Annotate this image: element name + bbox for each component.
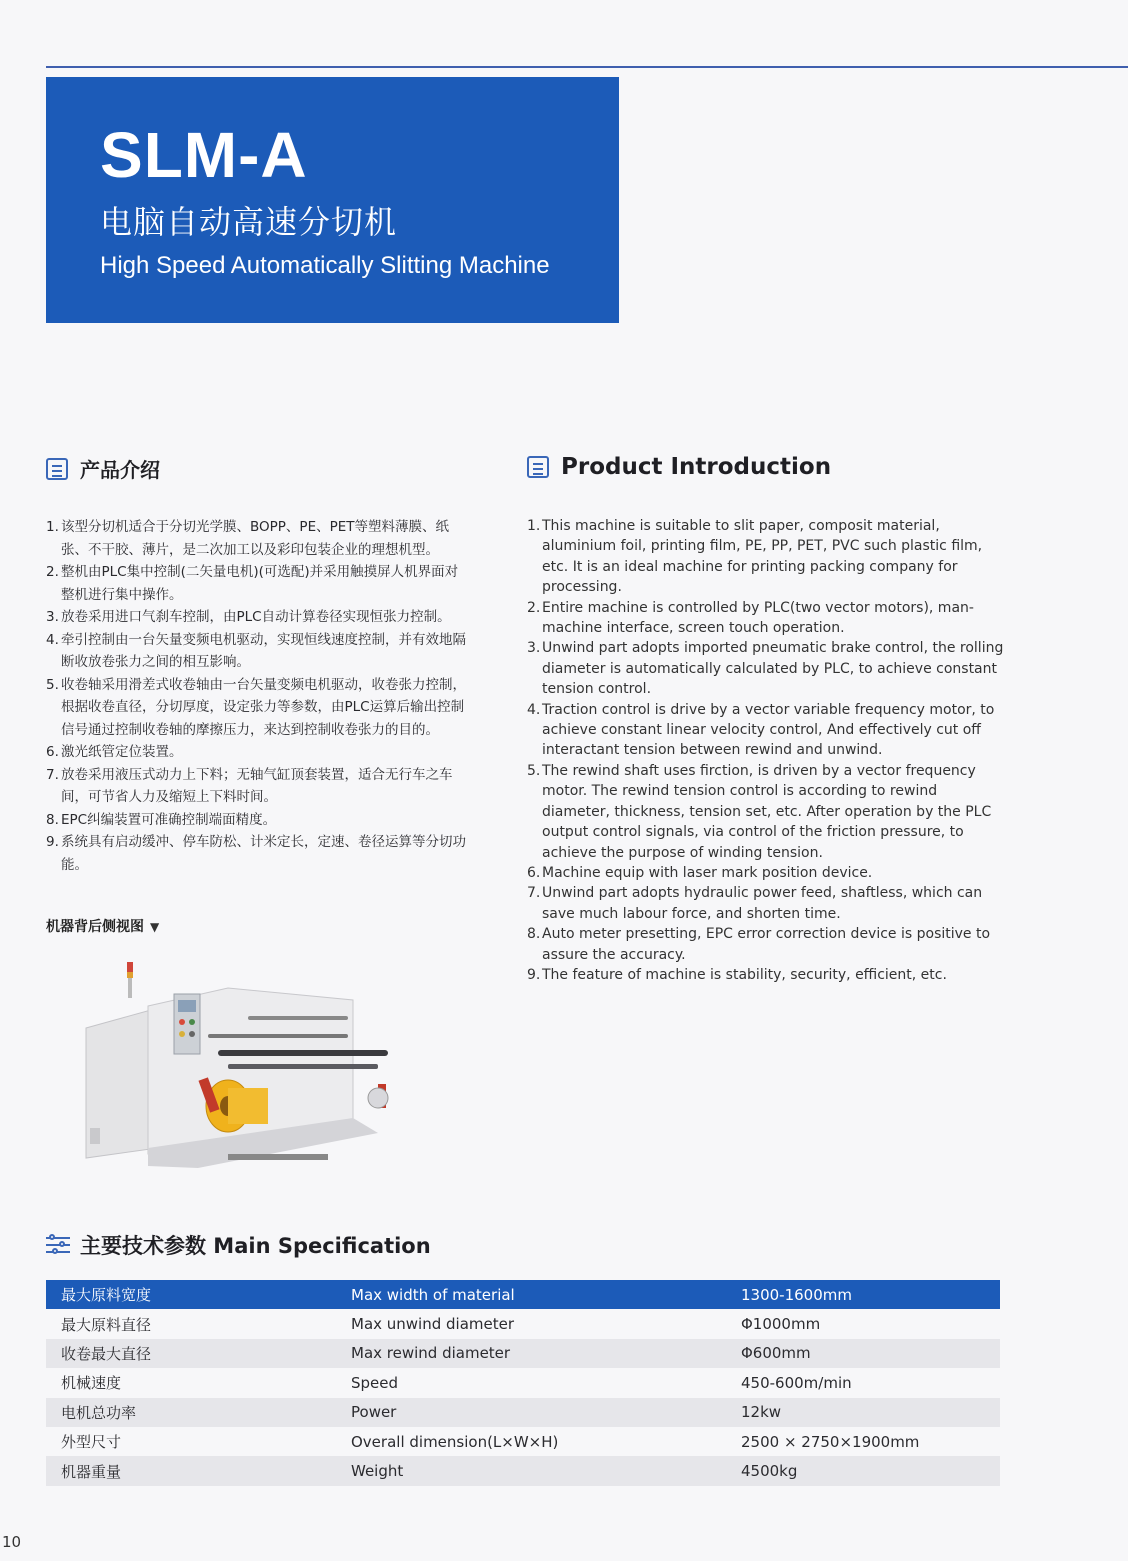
model-name: SLM-A [100,119,308,191]
spec-cell-value: 4500kg [726,1456,1000,1485]
item-number: 2. [527,599,541,616]
list-item [46,809,471,832]
table-row [46,1309,1000,1338]
intro-en-heading [527,454,831,480]
spec-cell-en: Power [336,1398,726,1427]
item-number: 7. [527,885,541,902]
intro-cn-list [46,516,471,876]
list-item [46,764,471,809]
intro-cn-heading [46,454,160,483]
intro-en-list [527,516,1007,985]
item-number: 8. [46,811,59,828]
item-number: 8. [527,926,541,943]
list-item [527,700,1007,761]
list-item [46,629,471,674]
table-row [46,1427,1000,1456]
item-number: 4. [46,631,59,648]
spec-cell-cn: 电机总功率 [46,1398,336,1427]
list-item [46,741,471,764]
item-text: EPC纠编装置可准确控制端面精度。 [61,811,277,828]
table-row [46,1456,1000,1485]
item-text: This machine is suitable to slit paper, composit material, aluminium foil, printing film, PE, PP, PET, PVC such plastic film, etc. It is an ideal machine for printing packing company for processing. [542,518,983,596]
list-item [46,606,471,629]
item-number: 3. [46,609,59,625]
spec-cell-value: Φ600mm [726,1339,1000,1368]
list-item [46,831,471,876]
item-text: 放卷采用液压式动力上下料；无轴气缸顶套装置，适合无行车之车间，可节省人力及缩短上下料时间。 [61,766,453,805]
item-number: 9. [527,966,541,983]
list-item [527,965,1007,985]
spec-cell-en: Max rewind diameter [336,1339,726,1368]
item-text: Unwind part adopts hydraulic power feed, shaftless, which can save much labour force, and shorten time. [542,885,983,922]
spec-cell-value: 2500 × 2750×1900mm [726,1427,1000,1456]
intro-cn-heading-text: 产品介绍 [80,458,160,482]
spec-cell-en: Speed [336,1368,726,1397]
list-item [527,863,1007,883]
item-text: 该型分切机适合于分切光学膜、BOPP、PE、PET等塑料薄膜、纸张、不干胶、薄片，是二次加工以及彩印包装企业的理想机型。 [61,519,450,558]
spec-cell-cn: 最大原料宽度 [46,1280,336,1309]
list-item [527,761,1007,863]
spec-cell-value: Φ1000mm [726,1309,1000,1338]
item-text: Machine equip with laser mark position device. [542,864,873,881]
item-text: 放卷采用进口气刹车控制，由PLC自动计算卷径实现恒张力控制。 [61,609,451,625]
item-text: The feature of machine is stability, security, efficient, etc. [542,966,947,983]
item-number: 2. [46,564,59,580]
spec-cell-en: Overall dimension(L×W×H) [336,1427,726,1456]
item-text: Unwind part adopts imported pneumatic brake control, the rolling diameter is automatically calculated by PLC, to achieve constant tension control. [542,640,1004,698]
intro-en-heading-text: Product Introduction [561,454,832,480]
item-number: 6. [46,744,59,760]
item-text: 激光纸管定位装置。 [61,744,183,760]
document-icon [527,456,549,478]
list-item [46,561,471,606]
list-item [527,638,1007,699]
item-text: Auto meter presetting, EPC error correction device is positive to assure the accuracy. [542,926,991,963]
item-number: 7. [46,766,59,783]
title-chinese: 电脑自动高速分切机 [100,203,398,241]
item-number: 1. [46,519,59,535]
spec-cell-cn: 最大原料直径 [46,1309,336,1338]
spec-cell-en: Max width of material [336,1280,726,1309]
item-number: 4. [527,701,541,718]
list-item [527,516,1007,598]
title-english: High Speed Automatically Slitting Machine [100,252,550,279]
item-text: Entire machine is controlled by PLC(two vector motors), man-machine interface, screen touch operation. [542,599,974,637]
item-text: 收卷轴采用滑差式收卷轴由一台矢量变频电机驱动，收卷张力控制，根据收卷直径，分切厚度，设定张力等参数，由PLC运算后输出控制信号通过控制收卷轴的摩擦压力，来达到控制收卷张力的目的。 [61,676,466,738]
machine-photo [78,958,408,1178]
item-text: 整机由PLC集中控制(二矢量电机)(可选配)并采用触摸屏人机界面对整机进行集中操作。 [61,564,459,603]
list-item [527,598,1007,639]
spec-cell-cn: 外型尺寸 [46,1427,336,1456]
spec-cell-value: 1300-1600mm [726,1280,1000,1309]
item-number: 6. [527,864,541,881]
spec-heading [46,1230,431,1260]
document-icon [46,458,68,480]
spec-cell-en: Weight [336,1456,726,1485]
item-number: 3. [527,640,541,657]
top-rule [46,66,1128,68]
rear-view-label-text: 机器背后侧视图 [46,919,144,935]
spec-cell-value: 450-600m/min [726,1368,1000,1397]
rear-view-label [46,916,159,936]
spec-table [46,1280,1000,1486]
list-item [46,674,471,742]
triangle-down-icon: ▼ [150,920,160,934]
title-block [46,77,619,323]
item-number: 1. [527,518,541,534]
spec-cell-cn: 机械速度 [46,1368,336,1397]
table-row [46,1339,1000,1368]
spec-cell-en: Max unwind diameter [336,1309,726,1338]
item-number: 5. [527,762,541,779]
sliders-icon [46,1234,70,1256]
spec-cell-cn: 机器重量 [46,1456,336,1485]
spec-heading-text: 主要技术参数 Main Specification [80,1234,431,1258]
spec-cell-cn: 收卷最大直径 [46,1339,336,1368]
item-text: 系统具有启动缓冲、停车防松、计米定长，定速、卷径运算等分切功能。 [61,834,466,873]
item-text: Traction control is drive by a vector variable frequency motor, to achieve constant linear velocity control, And effectively cut off interactant tension between rewind and unwind. [542,701,995,759]
page-number: 10 [2,1533,22,1551]
item-number: 9. [46,834,59,850]
table-row [46,1368,1000,1397]
item-number: 5. [46,676,59,693]
item-text: The rewind shaft uses firction, is driven by a vector frequency motor. The rewind tension control is according to rewind diameter, thickness, tension set, etc. After operation by the PLC output control signals, via control of the friction pressure, to achieve the purpose of winding tension. [542,762,992,861]
list-item [527,924,1007,965]
item-text: 牵引控制由一台矢量变频电机驱动，实现恒线速度控制，并有效地隔断收放卷张力之间的相互影响。 [61,631,466,670]
spec-cell-value: 12kw [726,1398,1000,1427]
table-row [46,1280,1000,1309]
list-item [527,883,1007,924]
table-row [46,1398,1000,1427]
list-item [46,516,471,561]
